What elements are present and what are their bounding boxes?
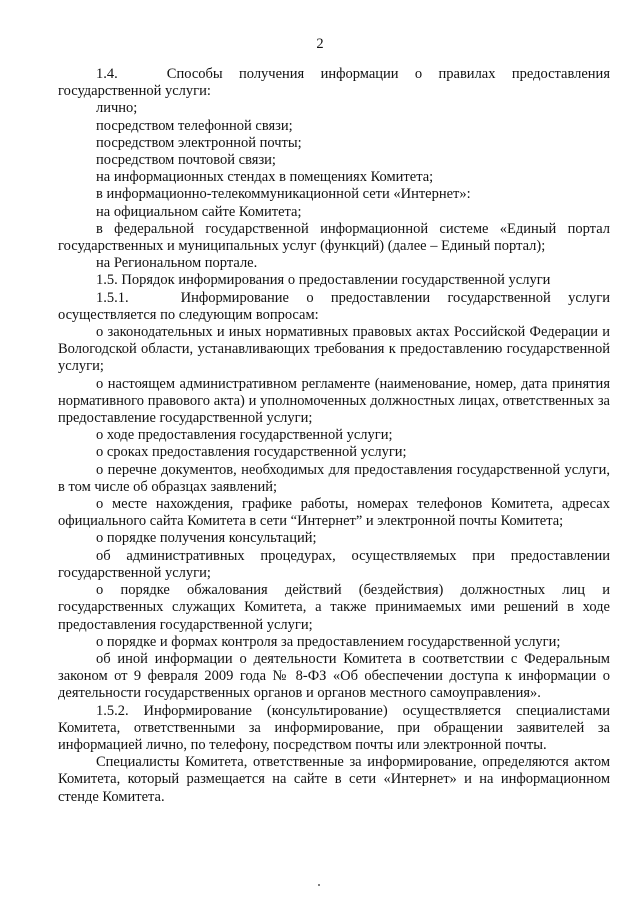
list-item: лично; (96, 100, 138, 117)
list-item: о порядке и формах контроля за предоставлением государственной услуги; (96, 633, 561, 650)
list-item: в информационно-телекоммуникационной сети «Интернет»: (96, 186, 471, 203)
list-item: о настоящем административном регламенте (наименование, номер, дата принятия нормативного правового акта) и уполномоченных должностных лицах, ответственных за предоставление государственной услуги; (58, 375, 610, 427)
list-item: о месте нахождения, графике работы, номерах телефонов Комитета, адресах официального сайта Комитета в сети “Интернет” и электронной почты Комитета; (58, 496, 610, 530)
section-1-5-1-paragraph: 1.5.1. Информирование о предоставлении государственной услуги осуществляется по следующим вопросам: (58, 289, 610, 323)
list-item: о сроках предоставления государственной услуги; (96, 444, 407, 461)
closing-paragraph: Специалисты Комитета, ответственные за информирование, определяются актом Комитета, который размещается на сайте в сети «Интернет» и на информационном стенде Комитета. (58, 754, 610, 805)
section-1-5-2-paragraph: 1.5.2. Информирование (консультирование) осуществляется специалистами Комитета, ответственными за информирование, при обращении заявителей за информацией лично, по телефону, посредством почты или электронной почты. (58, 702, 610, 753)
scan-speck (318, 884, 320, 886)
section-1-5-heading: 1.5. Порядок информирования о предоставлении государственной услуги (96, 272, 551, 289)
list-item: о порядке получения консультаций; (96, 530, 317, 547)
section-1-4-heading: 1.4. Способы получения информации о правилах предоставления государственной услуги: (58, 66, 610, 100)
list-item: на информационных стендах в помещениях Комитета; (96, 169, 434, 186)
document-body (58, 66, 610, 806)
list-item: на официальном сайте Комитета; (96, 203, 302, 220)
list-item: посредством электронной почты; (96, 134, 302, 151)
list-item: посредством почтовой связи; (96, 152, 276, 169)
list-item: посредством телефонной связи; (96, 117, 293, 134)
list-item: о перечне документов, необходимых для предоставления государственной услуги, в том числе об образцах заявлений; (58, 461, 610, 495)
list-item: об иной информации о деятельности Комитета в соответствии с Федеральным законом от 9 февраля 2009 года № 8-ФЗ «Об обеспечении доступа к информации о деятельности государственных органов и органов местного самоуправления». (58, 650, 610, 702)
list-item: о законодательных и иных нормативных правовых актах Российской Федерации и Вологодской области, устанавливающих требования к предоставлению государственной услуги; (58, 324, 610, 375)
list-item: о ходе предоставления государственной услуги; (96, 427, 393, 444)
list-item: на Региональном портале. (96, 255, 258, 272)
list-item: в федеральной государственной информационной системе «Единый портал государственных и муниципальных услуг (функций) (далее – Единый портал); (58, 220, 610, 255)
page-number: 2 (316, 36, 324, 52)
list-item: о порядке обжалования действий (бездействия) должностных лиц и государственных служащих Комитета, а также принимаемых ими решений в ходе предоставления государственной услуги; (58, 582, 610, 633)
list-item: об административных процедурах, осуществляемых при предоставлении государственной услуги; (58, 547, 610, 581)
